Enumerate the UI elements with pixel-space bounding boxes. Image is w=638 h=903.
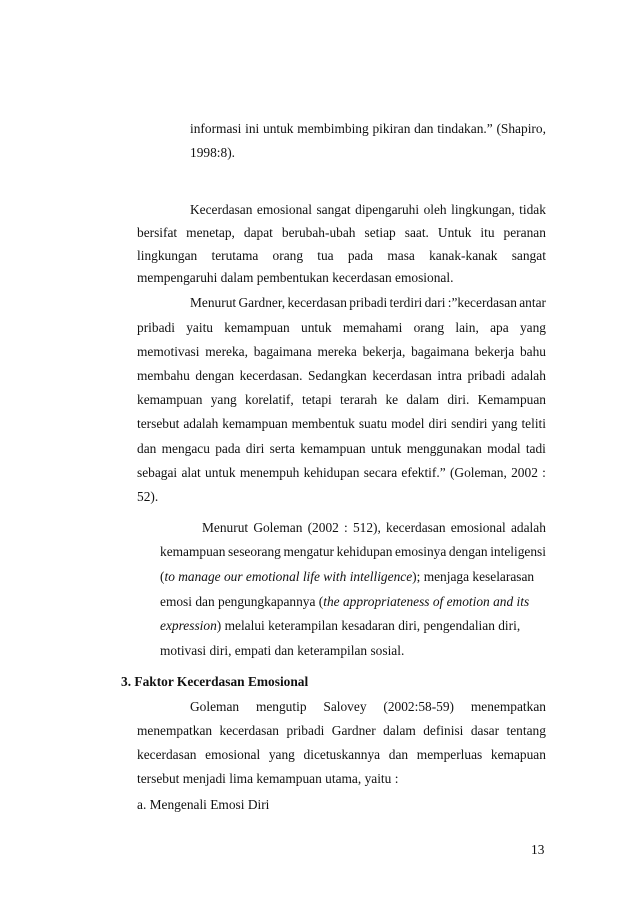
word: suatu — [358, 416, 388, 431]
word: dan — [388, 747, 409, 762]
word: lingkungan — [137, 248, 198, 263]
word: yang — [491, 416, 518, 431]
para2-line-2 — [137, 320, 546, 336]
word: setiap — [364, 225, 396, 240]
word: kecerdasan — [372, 368, 432, 383]
word: tersebut — [137, 416, 180, 431]
para4-line-1 — [190, 699, 546, 715]
word: secara — [363, 465, 398, 480]
word: tidak — [519, 202, 546, 217]
para3-italic-phrase-3: expression — [160, 618, 217, 633]
word: Untuk — [437, 225, 472, 240]
word: adalah — [510, 520, 546, 535]
word: efektif.” — [401, 465, 446, 480]
word: kemampuan — [160, 544, 226, 559]
word: kehidupan — [303, 465, 360, 480]
word: orang — [413, 320, 445, 335]
word: emosional — [256, 202, 312, 217]
para3-italic-phrase-2: the appropriateness of emotion and its — [323, 594, 530, 609]
word: dan — [414, 121, 434, 136]
para2-line-9: 52). — [137, 489, 159, 504]
word: diri. — [447, 392, 470, 407]
word: orang — [272, 248, 304, 263]
word: kanak-kanak — [429, 248, 498, 263]
word: dalam — [406, 392, 440, 407]
word: Goleman — [190, 699, 240, 714]
quote-continuation-line-1 — [190, 121, 546, 137]
word: sebagai — [137, 465, 178, 480]
para1-line-2 — [137, 225, 546, 241]
word: 2002 — [511, 465, 538, 480]
word: (Goleman, — [449, 465, 507, 480]
word: pribadi — [467, 368, 506, 383]
word: alat — [181, 465, 201, 480]
word: Salovey — [323, 699, 367, 714]
word: kecerdasan — [386, 520, 446, 535]
word: adalah — [183, 416, 219, 431]
word: adalah — [510, 368, 546, 383]
list-item-a: a. Mengenali Emosi Diri — [137, 797, 270, 812]
word: dasar — [470, 723, 500, 738]
word: pada — [215, 441, 241, 456]
word: menempuh — [239, 465, 300, 480]
word: informasi — [190, 121, 242, 136]
word: peranan — [503, 225, 546, 240]
word: untuk — [263, 121, 294, 136]
word: saat. — [404, 225, 429, 240]
word: bekerja — [474, 344, 515, 359]
word: tentang — [506, 723, 546, 738]
word: memperluas — [416, 747, 483, 762]
word: emosional — [205, 747, 261, 762]
para1-line-4: mempengaruhi dalam pembentukan kecerdasan emosional. — [137, 270, 454, 285]
word: menempatkan — [137, 723, 213, 738]
word: terdiri — [389, 295, 423, 310]
para2-line-5 — [137, 392, 546, 408]
word: mereka, — [205, 344, 248, 359]
word: dapat — [243, 225, 273, 240]
para4-line-4: tersebut menjadi lima kemampuan utama, yaitu : — [137, 771, 399, 786]
word: bersifat — [137, 225, 178, 240]
para3-line-4: emosi dan pengungkapannya (the appropriateness of emotion and its — [160, 594, 530, 609]
para3-line-1 — [202, 520, 546, 536]
word: diri — [245, 441, 265, 456]
word: oleh — [423, 202, 447, 217]
para2-line-7 — [137, 441, 546, 457]
quote-continuation-line-2: 1998:8). — [190, 145, 236, 160]
word: seseorang — [228, 544, 281, 559]
word: kecerdasan — [137, 747, 197, 762]
word: kecerdasan — [287, 295, 347, 310]
para1-line-1 — [190, 202, 546, 218]
word: masa — [387, 248, 415, 263]
word: inteligensi — [490, 544, 546, 559]
word: yang — [519, 320, 546, 335]
word: memahami — [342, 320, 403, 335]
word: pikiran — [372, 121, 411, 136]
word: bagaimana — [253, 344, 312, 359]
word: Gardner, — [238, 295, 286, 310]
word: Goleman — [253, 520, 303, 535]
word: model — [391, 416, 425, 431]
word: terarah — [340, 392, 378, 407]
word: berubah-ubah — [281, 225, 356, 240]
word: ke — [385, 392, 399, 407]
word: tetapi — [302, 392, 332, 407]
word: dicetuskannya — [303, 747, 381, 762]
para1-line-3 — [137, 248, 546, 264]
word: sangat — [316, 202, 351, 217]
word: Menurut — [202, 520, 249, 535]
word: membimbing — [297, 121, 369, 136]
word: Kecerdasan — [190, 202, 253, 217]
word: tadi — [525, 441, 546, 456]
para3-line-5: expression) melalui keterampilan kesadaran diri, pengendalian diri, — [160, 618, 521, 633]
word: dengan — [448, 544, 488, 559]
word: kemampuan — [137, 392, 203, 407]
word: definisi — [423, 723, 464, 738]
word: kemampuan — [300, 441, 366, 456]
word: tindakan.” — [437, 121, 493, 136]
word: dan — [137, 441, 157, 456]
word: Kemampuan — [477, 392, 546, 407]
para2-line-3 — [137, 344, 546, 360]
word: terutama — [211, 248, 259, 263]
word: modal — [487, 441, 521, 456]
word: korelatif, — [245, 392, 294, 407]
word: menempatkan — [470, 699, 546, 714]
word: :”kecerdasan — [447, 295, 517, 310]
word: (2002:58-59) — [383, 699, 455, 714]
para2-line-8 — [137, 465, 546, 481]
word: dalam — [383, 723, 416, 738]
word: pada — [347, 248, 374, 263]
word: emosional — [450, 520, 506, 535]
word: memotivasi — [137, 344, 200, 359]
word: teliti — [521, 416, 546, 431]
word: itu — [480, 225, 495, 240]
word: Menurut — [190, 295, 237, 310]
word: kemapuan — [490, 747, 546, 762]
word: pribadi — [137, 320, 175, 335]
para4-line-3 — [137, 747, 546, 763]
word: apa — [490, 320, 509, 335]
word: sendiri — [451, 416, 488, 431]
para2-line-1 — [190, 295, 546, 311]
word: bahu — [519, 344, 546, 359]
word: emosinya — [395, 544, 447, 559]
word: menggunakan — [406, 441, 482, 456]
word: intra — [437, 368, 462, 383]
word: (Shapiro, — [496, 121, 546, 136]
para3-italic-phrase-1: to manage our emotional life with intelligence — [164, 569, 413, 584]
word: diri — [428, 416, 448, 431]
word: dipengaruhi — [355, 202, 420, 217]
word: bagaimana — [411, 344, 470, 359]
word: dengan — [195, 368, 235, 383]
word: lain, — [455, 320, 479, 335]
word: kemampuan — [224, 320, 290, 335]
word: mereka — [317, 344, 357, 359]
word: mengatur — [283, 544, 335, 559]
word: membahu — [137, 368, 190, 383]
word: lingkungan, — [451, 202, 515, 217]
word: menetap, — [186, 225, 235, 240]
word: bekerja, — [362, 344, 406, 359]
word: kehidupan — [336, 544, 393, 559]
word: serta — [269, 441, 295, 456]
section-heading: 3. Faktor Kecerdasan Emosional — [121, 674, 309, 689]
word: (2002 — [307, 520, 339, 535]
para2-line-4 — [137, 368, 546, 384]
word: Gardner — [331, 723, 376, 738]
word: untuk — [301, 320, 332, 335]
word: membentuk — [291, 416, 355, 431]
para3-line-2 — [160, 544, 546, 560]
word: kecerdasan — [219, 723, 280, 738]
word: untuk — [205, 465, 236, 480]
word: untuk — [370, 441, 402, 456]
page-number: 13 — [531, 842, 545, 857]
word: mengutip — [255, 699, 307, 714]
para4-line-2 — [137, 723, 546, 739]
word: tua — [317, 248, 334, 263]
word: pribadi — [349, 295, 388, 310]
para3-line-3: (to manage our emotional life with intelligence); menjaga keselarasan — [160, 569, 535, 584]
word: yang — [268, 747, 295, 762]
word: : — [344, 520, 348, 535]
word: sangat — [511, 248, 546, 263]
word: ini — [245, 121, 260, 136]
word: : — [542, 465, 546, 480]
word: dari — [424, 295, 446, 310]
word: yang — [210, 392, 237, 407]
word: pribadi — [286, 723, 325, 738]
word: kemampuan — [222, 416, 288, 431]
word: Sedangkan — [308, 368, 367, 383]
para2-line-6 — [137, 416, 546, 432]
word: 512), — [352, 520, 381, 535]
word: kecerdasan. — [239, 368, 303, 383]
word: antar — [519, 295, 546, 310]
word: mengacu — [161, 441, 210, 456]
word: yaitu — [186, 320, 213, 335]
para3-line-6: motivasi diri, empati dan keterampilan sosial. — [160, 643, 405, 658]
